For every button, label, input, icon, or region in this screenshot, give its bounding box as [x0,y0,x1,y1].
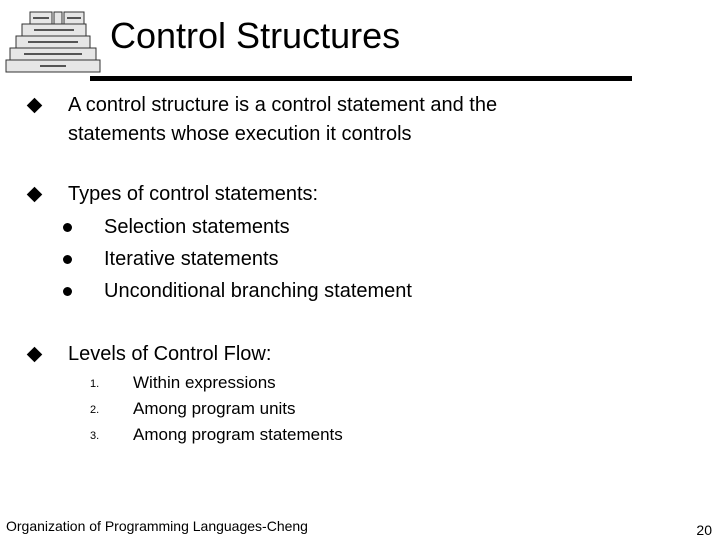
list-item: Selection statements [104,216,290,238]
sub-bullet-dot-icon [63,287,72,296]
bullet-1-line-1: A control structure is a control statement and the [68,94,498,116]
list-number: 1. [90,378,100,390]
list-item: Iterative statements [104,248,279,270]
list-item: Among program statements [133,425,343,444]
footer-text: Organization of Programming Languages-Cheng [6,518,308,534]
bullet-3-text: Levels of Control Flow: [68,343,272,365]
bullet-1-line-2: statements whose execution it controls [68,123,412,145]
page-number: 20 [696,522,712,538]
sub-bullet-dot-icon [63,255,72,264]
title-divider [90,76,632,81]
bullet-2-text: Types of control statements: [68,183,319,205]
bullet-diamond-icon [27,98,43,114]
bullet-diamond-icon [27,187,43,203]
slide-title: Control Structures [110,15,401,56]
list-item: Unconditional branching statement [104,280,412,302]
list-number: 2. [90,404,100,416]
list-item: Within expressions [133,373,276,392]
list-item: Among program units [133,399,296,418]
bullet-diamond-icon [27,347,43,363]
sub-bullet-dot-icon [63,223,72,232]
language-levels-pyramid-icon [4,4,108,74]
list-number: 3. [90,430,100,442]
